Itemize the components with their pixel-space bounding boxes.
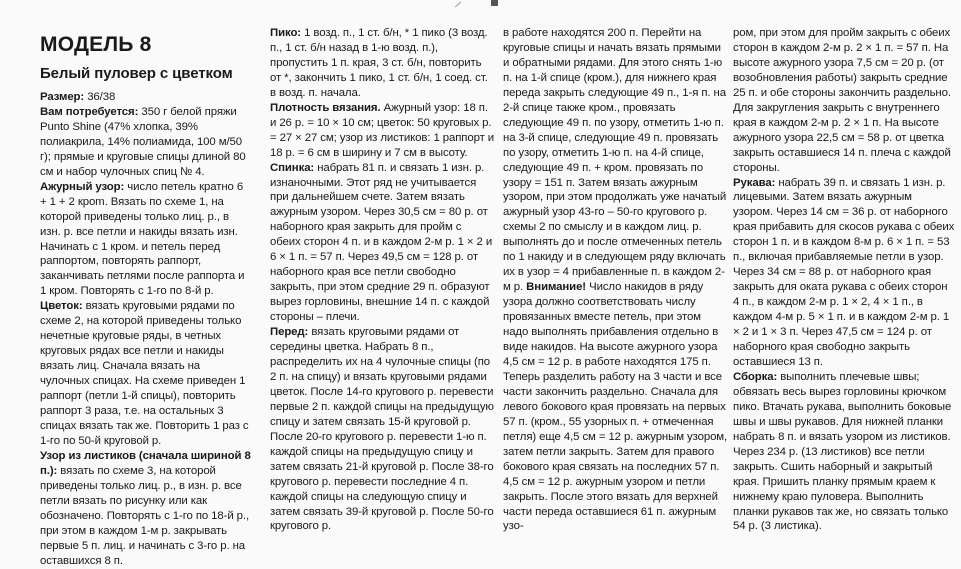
leaves-text: вязать по схеме 3, на которой приведены только лиц. р., в изн. р. все петли вязать по рисунку или как обозначено. Повторять с 1-го по 18-й р., при этом в каждом 1-м р. закрывать первые 5 п. лиц. и начинать с 3-го р. на оставшихся 8 п. xyxy=(40,464,250,567)
model-title: МОДЕЛЬ 8 xyxy=(40,33,152,56)
pattern-title: Белый пуловер с цветком xyxy=(40,65,233,82)
sleeves-paragraph xyxy=(733,176,955,370)
column-1 xyxy=(40,32,252,569)
materials-label: Вам потребуется: xyxy=(40,105,139,118)
assembly-paragraph xyxy=(733,370,955,534)
leaves-paragraph xyxy=(40,449,252,569)
scan-artifact xyxy=(455,0,515,8)
size-label: Размер: xyxy=(40,91,85,103)
front-label: Перед: xyxy=(270,326,309,339)
leaves-label: Узор из листиков (сначала шириной 8 п.): xyxy=(40,449,251,477)
density-paragraph xyxy=(270,101,495,161)
lace-paragraph xyxy=(40,180,252,300)
back-text: набрать 81 п. и связать 1 изн. р. изнаночными. Этот ряд не учитывается при дальнейшем счете. Затем вязать ажурным узором. Через 30,5 см = 80 р. от наборного края закрыть для пройм с обеих сторон 4 п. и в каждом 2-м р. 1 × 2 и 6 × 1 п. = 57 п. Через 49,5 см = 128 р. от наборного края все петли свободно закрыть, при этом средние 29 п. образуют вырез горловины, внешние 14 п. с каждой стороны – плечи. xyxy=(270,161,493,324)
column-2 xyxy=(270,26,495,534)
front-continued-text: в работе находятся 200 п. Перейти на круговые спицы и начать вязать прямыми и обратными рядами. Для этого снять 1-ю п. на 1-й спице (кром.), для нижнего края переда закрыть следующие 49 п., 1-я п. на 2-й спице также кром., провязать следующие 49 п. по узору, отметить 1-ю п. на 3-й спице, следующие 49 п. провязать по узору, отметить 1-ю п. на 4-й спице, следующие 49 п. + кром. провязать по узору = 151 п. Затем вязать ажурным узором, при этом продолжать уже начатый ажурный узор 43-го – 50-го кругового р. схемы 2 по смыслу и в каждом лиц. р. выполнять до и после отмеченных петель по 1 накиду и в следующем ряду включать их в узор = 4 прибавленные п. в каждом 2-м р. xyxy=(503,27,727,294)
assembly-text: выполнить плечевые швы; обвязать весь вырез горловины крючком пико. Втачать рукава, выполнить боковые швы и швы рукавов. Для нижней планки набрать 8 п. и вязать узором из листиков. Через 234 р. (13 листиков) все петли закрыть. Сшить наборный и закрытый края. Пришить планку прямым краем к нижнему краю пуловера. Выполнить планки рукавов так же, но связать только 54 р. (3 листика). xyxy=(733,370,952,533)
front-ending-paragraph xyxy=(733,26,955,176)
flower-label: Цветок: xyxy=(40,300,83,313)
size-paragraph xyxy=(40,90,252,105)
front-ending-text: ром, при этом для пройм закрыть с обеих сторон в каждом 2-м р. 2 × 1 п. = 57 п. На высоте ажурного узора 7,5 см = 20 р. (от возобновления работы) закрыть средние 25 п. и обе стороны закончить раздельно. Для закругления закрыть с внутреннего края в каждом 2-м р. 2 × 1 п. На высоте ажурного узора 22,5 см = 58 р. от цветка закрыть оставшиеся 14 п. плеча с каждой стороны. xyxy=(733,27,951,174)
density-label: Плотность вязания. xyxy=(270,101,381,114)
sleeves-text: набрать 39 п. и связать 1 изн. р. лицевыми. Затем вязать ажурным узором. Через 14 см = 36 р. от наборного края прибавить для скосов рукава с обеих сторон 1 п. и в каждом 8-м р. 6 × 1 п. = 53 п., включая прибавляемые петли в узор. Через 34 см = 88 р. от наборного края закрыть для оката рукава с обеих сторон 4 п., в каждом 2-м р. 1 × 2, 4 × 1 п., в каждом 4-м р. 5 × 1 п. и в каждом 2-м р. 1 × 2 и 1 × 3 п. Через 47,5 см = 124 р. от наборного края свободно закрыть оставшиеся 13 п. xyxy=(733,176,955,368)
picot-text: 1 возд. п., 1 ст. б/н, * 1 пико (3 возд. п., 1 ст. б/н назад в 1-ю возд. п.), пропустить 1 п. края, 3 ст. б/н, повторить от *, закончить 1 пико, 1 ст. б/н, 1 соед. ст. в возд. п. начала. xyxy=(270,27,488,99)
materials-paragraph xyxy=(40,105,252,180)
attention-text: Число накидов в ряду узора должно соответствовать числу провязанных вместе петель, при этом надо выполнять прибавления отдельно в виде накидов. На высоте ажурного узора 4,5 см = 12 р. в работе находятся 175 п. Теперь разделить работу на 3 части и все части закончить раздельно. Сначала для левого бокового края провязать на первых 57 п. (кром., 55 узорных п. + отмеченная петля) еще 4,5 см = 12 р. ажурным узором, затем петли закрыть. Затем для правого бокового края связать на последних 57 п. 4,5 см = 12 р. ажурным узором и петли закрыть. После этого вязать для верхней части переда оставшиеся 61 п. ажурным узо- xyxy=(503,281,728,533)
front-continued-paragraph xyxy=(503,26,728,534)
front-text: вязать круговыми рядами от середины цветка. Набрать 8 п., распределить их на 4 чулочные спицы (по 2 п. на спицу) и вязать круговыми рядами цветок. После 14-го кругового р. перевести первые 2 п. каждой спицы на предыдущую спицу и затем связать 15-й круговой р. После 20-го кругового р. перевести 1-ю п. каждой спицы на предыдущую спицу и затем связать 21-й круговой р. После 38-го кругового р. перевести последние 4 п. каждой спицы на следующую спицу и затем связать 39-й круговой р. После 50-го кругового р. xyxy=(270,326,494,533)
lace-text: число петель кратно 6 + 1 + 2 крom. Вязать по схеме 1, на которой приведены только лиц. р., в изн. р. все петли и накиды вязать изн. Начинать с 1 кром. и петель перед раппортом, повторять раппорт, заканчивать петлями после раппорта и 1 кром. Повторять с 1-го по 8-й р. xyxy=(40,180,245,298)
back-label: Спинка: xyxy=(270,161,315,174)
density-text: Ажурный узор: 18 п. и 26 р. = 10 × 10 см; цветок: 50 круговых р. = 27 × 27 см; узор из листиков: 1 раппорт и 18 р. = 6 см в ширину и 7 см в высоту. xyxy=(270,101,495,159)
picot-label: Пико: xyxy=(270,27,301,39)
flower-text: вязать круговыми рядами по схеме 2, на которой приведены только нечетные круговые ряды, в четных круговых рядах все петли и накиды вязать лиц. Сначала вязать на чулочных спицах. На схеме приведен 1 раппорт (петли 1-й спицы), повторить раппорт 3 раза, т.е. на остальных 3 спицах вязать так же. Повторить 1 раз с 1-го по 50-й круговой р. xyxy=(40,300,249,447)
column-4 xyxy=(733,26,955,534)
picot-paragraph xyxy=(270,26,495,101)
flower-paragraph xyxy=(40,299,252,449)
sleeves-label: Рукава: xyxy=(733,176,776,189)
assembly-label: Сборка: xyxy=(733,370,778,383)
back-paragraph xyxy=(270,161,495,325)
materials-text: 350 г белой пряжи Punto Shine (47% хлопка, 39% полиакрила, 14% полиамида, 100 м/50 г); прямые и круговые спицы длиной 80 см и набор чулочных спиц № 4. xyxy=(40,105,246,178)
front-paragraph xyxy=(270,325,495,534)
column-3 xyxy=(503,26,728,534)
attention-label: Внимание! xyxy=(526,281,587,294)
size-value: 36/38 xyxy=(84,91,116,103)
lace-label: Ажурный узор: xyxy=(40,180,125,193)
